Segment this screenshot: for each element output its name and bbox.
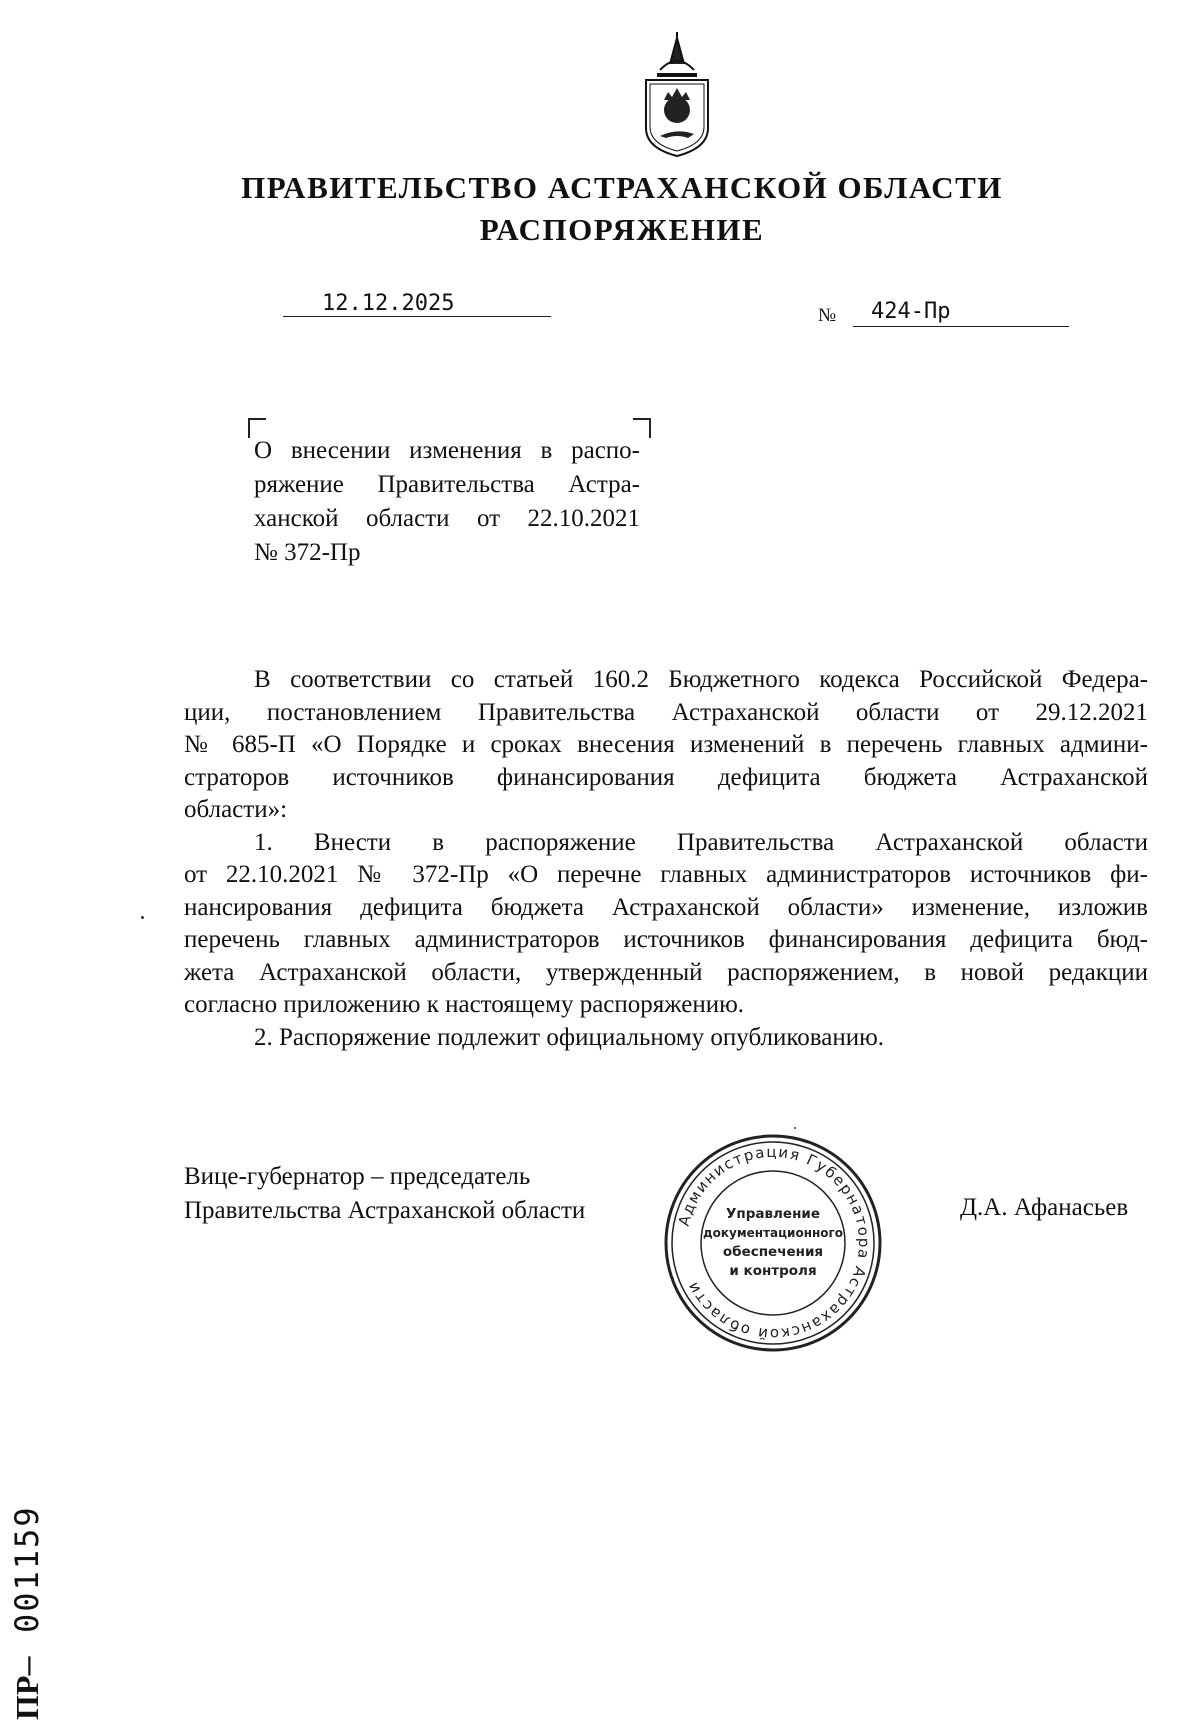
stamp-inner-line: и контроля <box>729 1263 817 1279</box>
stamp-inner-line: обеспечения <box>722 1244 824 1260</box>
official-stamp <box>662 1132 884 1354</box>
stamp-outer-text: Администрация Губернатора Астраханской области <box>674 1142 874 1344</box>
coat-of-arms-icon <box>642 30 712 158</box>
scan-speck <box>794 1127 796 1129</box>
body-line: перечень главных администраторов источников финансирования дефицита бюд- <box>184 926 1148 953</box>
signatory-position <box>184 1160 585 1228</box>
subject-line: ханской области от 22.10.2021 <box>254 505 640 532</box>
stamp-inner-line: документационного <box>702 1226 844 1240</box>
signatory-name: Д.А. Афанасьев <box>960 1194 1129 1221</box>
body-line: от 22.10.2021 № 372-Пр «О перечне главных администраторов источников фи- <box>184 861 1148 888</box>
registration-code-number: – 001159 <box>8 1505 46 1676</box>
number-sign: № <box>818 305 837 326</box>
body-line: жета Астраханской области, утвержденный распоряжением, в новой редакции <box>184 958 1148 986</box>
body-line: № 685-П «О Порядке и сроках внесения изменений в перечень главных админи- <box>184 731 1148 758</box>
body-line: нансирования дефицита бюджета Астраханской области» изменение, изложив <box>184 893 1148 921</box>
body-line: согласно приложению к настоящему распоряжению. <box>184 991 745 1018</box>
registration-code <box>8 1505 46 1720</box>
registration-code-prefix: ПР <box>9 1675 45 1720</box>
document-number: 424-Пр <box>871 299 951 324</box>
body-line: 2. Распоряжение подлежит официальному опубликованию. <box>254 1023 885 1051</box>
number-underline <box>853 326 1069 327</box>
body-line: страторов источников финансирования дефицита бюджета Астраханской <box>184 763 1148 791</box>
body-line: В соответствии со статьей 160.2 Бюджетного кодекса Российской Федера- <box>254 666 1148 693</box>
scan-speck <box>141 916 144 919</box>
document-subject <box>254 434 640 570</box>
document-type-title: РАСПОРЯЖЕНИЕ <box>479 212 765 247</box>
stamp-inner-line: Управление <box>725 1206 821 1222</box>
signatory-position-line: Вице-губернатор – председатель <box>184 1163 531 1190</box>
subject-line: № 372-Пр <box>254 539 361 566</box>
subject-line: О внесении изменения в распо- <box>254 437 640 464</box>
document-body <box>184 664 1148 1054</box>
signatory-position-line: Правительства Астраханской области <box>184 1197 586 1224</box>
document-date: 12.12.2025 <box>322 291 455 316</box>
government-title: ПРАВИТЕЛЬСТВО АСТРАХАНСКОЙ ОБЛАСТИ <box>241 170 1003 205</box>
date-underline <box>283 316 551 317</box>
body-line: области»: <box>184 796 288 823</box>
svg-text:Администрация Губернатора Астр <box>675 1143 873 1343</box>
body-line: ции, постановлением Правительства Астраханской области от 29.12.2021 <box>184 698 1148 726</box>
body-line: 1. Внести в распоряжение Правительства Астраханской области <box>254 828 1148 856</box>
subject-line: ряжение Правительства Астра- <box>254 471 640 498</box>
